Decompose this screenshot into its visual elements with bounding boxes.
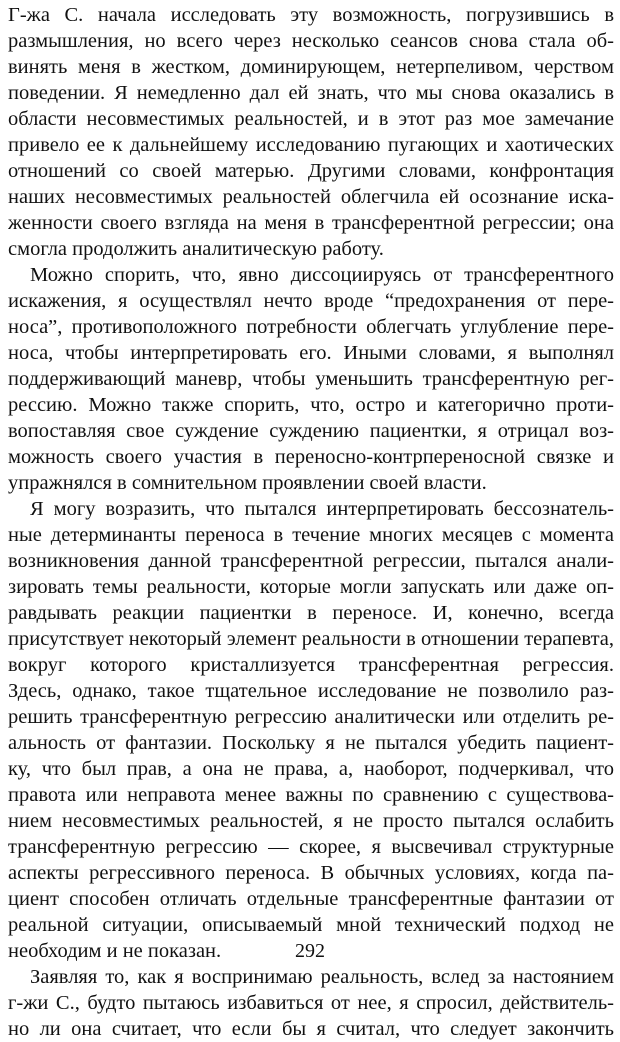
text-line: г-жи С., будто пытаюсь избавиться от нее, я спросил, действитель- [8,992,614,1014]
text-line: Я могу возразить, что пытался интерпретировать бессознатель- [30,498,614,520]
text-line: ные детерминанты переноса в течение многих месяцев с момента [8,524,614,546]
text-line: Заявляя то, как я воспринимаю реальность, вслед за настоянием [30,966,614,988]
text-line: смогла продолжить аналитическую работу. [8,238,384,260]
text-line: Здесь, однако, такое тщательное исследование не позволило раз- [8,680,614,702]
text-line: упражнялся в сомнительном проявлении своей власти. [8,472,487,494]
text-line: решить трансферентную регрессию аналитически или отделить ре- [8,706,614,728]
text-line: поддерживающий маневр, чтобы уменьшить трансферентную рег- [8,368,614,390]
text-line: вокруг которого кристаллизуется трансферентная регрессия. [8,654,614,676]
text-line: циент способен отличать отдельные трансферентные фантазии от [8,888,614,910]
text-line: носа, чтобы интерпретировать его. Иными словами, я выполнял [8,342,614,364]
text-line: отношений со своей матерью. Другими словами, конфронтация [8,160,614,182]
text-line: Можно спорить, что, явно диссоциируясь от трансферентного [30,264,614,286]
text-line: области несовместимых реальностей, и в этот раз мое замечание [8,108,614,130]
text-line: необходим и не показан. [8,940,222,962]
text-line: поведении. Я немедленно дал ей знать, что мы снова оказались в [8,82,614,104]
text-line: возникновения данной трансферентной регрессии, пытался анали- [8,550,614,572]
text-line: женности своего взгляда на меня в трансферентной регрессии; она [8,212,614,234]
text-line: правота или неправота менее важны по сравнению с существова- [8,784,614,806]
text-line: Г-жа С. начала исследовать эту возможность, погрузившись в [8,4,614,26]
page-number: 292 [295,940,325,962]
text-line: наших несовместимых реальностей облегчила ей осознание иска- [8,186,614,208]
text-line: рессию. Можно также спорить, что, остро и категорично проти- [8,394,614,416]
text-line: винять меня в жестком, доминирующем, нетерпеливом, черством [8,56,614,78]
text-line: равдывать реакции пациентки в переносе. И, конечно, всегда [8,602,614,624]
body-text [8,2,614,1042]
text-line: искажения, я осуществлял нечто вроде “предохранения от пере- [8,290,614,312]
text-line: зировать темы реальности, которые могли запускать или даже оп- [8,576,614,598]
text-line: альность от фантазии. Поскольку я не пытался убедить пациент- [8,732,614,754]
text-line: привело ее к дальнейшему исследованию пугающих и хаотических [8,134,614,156]
text-line: нием несовместимых реальностей, я не просто пытался ослабить [8,810,614,832]
text-line: носа”, противоположного потребности облегчать углубление пере- [8,316,614,338]
text-line: аспекты регрессивного переноса. В обычных условиях, когда па- [8,862,614,884]
text-line: но ли она считает, что если бы я считал, что следует закончить [8,1018,614,1040]
text-line: вопоставляя свое суждение суждению пациентки, я отрицал воз- [8,420,614,442]
text-line: размышления, но всего через несколько сеансов снова стала об- [8,30,614,52]
text-line: трансферентную регрессию — скорее, я высвечивал структурные [8,836,614,858]
text-line: реальной ситуации, описываемый мной технический подход не [8,914,614,936]
text-line: можность своего участия в переносно-контрпереносной связке и [8,446,614,468]
text-line: присутствует некоторый элемент реальности в отношении терапевта, [8,628,614,650]
text-line: ку, что был прав, а она не права, а, наоборот, подчеркивал, что [8,758,614,780]
